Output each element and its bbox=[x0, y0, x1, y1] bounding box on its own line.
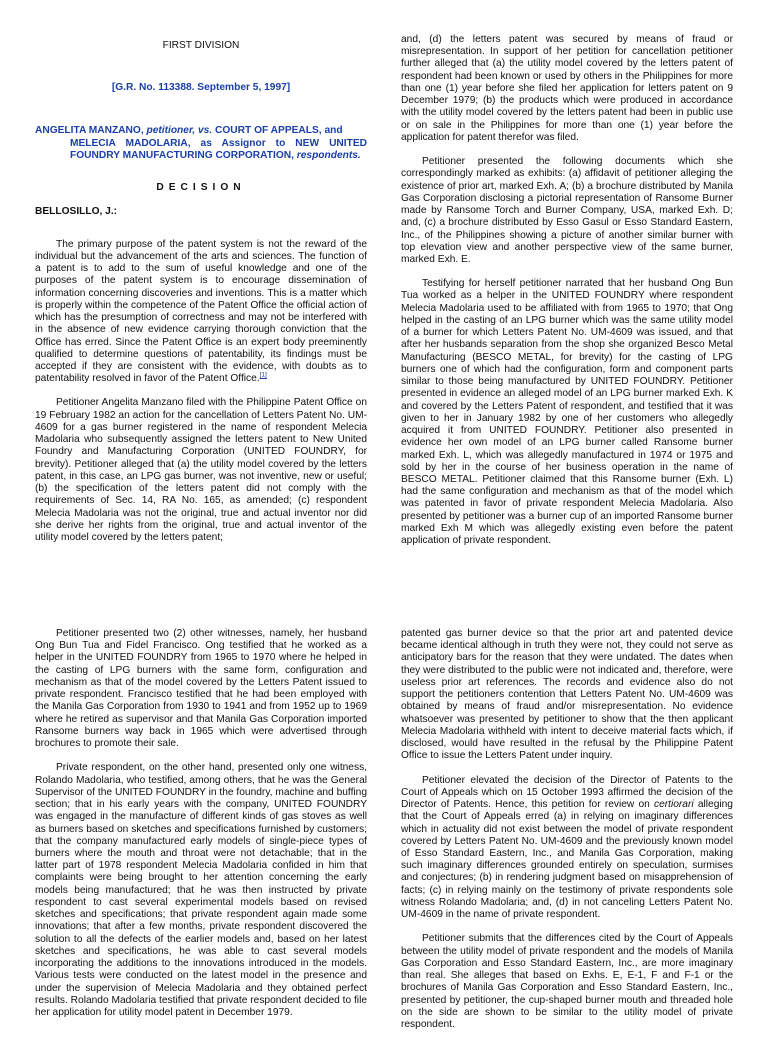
paragraph: Petitioner submits that the differences cited by the Court of Appeals between the utility model of private respondent and the models of Manila Gas Corporation and Esso Standard Eastern, Inc., are more imaginary than real. She alleges that based on Exhs. E, E-1, F and F-1 or the brochures of Manila Gas Corporation and Esso Standard Eastern, Inc., presented by petitioner, the cup-shaped burner mouth and threaded hole on the side are shown to be similar to the utility model of private respondent. bbox=[401, 933, 733, 1031]
decision-heading: DECISION bbox=[156, 182, 246, 194]
paragraph: Testifying for herself petitioner narrated that her husband Ong Bun Tua worked as a helper in the UNITED FOUNDRY where respondent Melecia Madolaria used to be affiliated with from 1965 to 1970; that Ong helped in the casting of an LPG burner which was the same utility model of a burner for which Letters Patent No. UM-4609 was issued, and that after her husbands separation from the shop she organized Besco Metal Manufacturing (BESCO METAL, for brevity) for the casting of LPG burners one of which had the configuration, form and component parts similar to those being manufactured by UNITED FOUNDRY. Petitioner presented in evidence an alleged model of an LPG burner marked Exh. K and covered by the Letters Patent of respondent, and testified that it was given to her in January 1982 by one of her customers who allegedly acquired it from UNITED FOUNDRY. Petitioner also presented in evidence her own model of an LPG burner called Ransome burner marked Exh. L, which was allegedly manufactured in 1974 or 1975 and sold by her in the course of her business operation in the name of BESCO METAL. Petitioner claimed that this Ransome burner (Exh. L) had the same configuration and mechanism as that of the model which was patented in favor of private respondent Melecia Madolaria. Also presented by petitioner was a burner cup of an imported Ransome burner marked Exh M which was allegedly existing even before the patent application of private respondent. bbox=[401, 278, 733, 547]
parties-line-2 bbox=[35, 138, 367, 162]
respondent-role: respondents. bbox=[296, 149, 361, 161]
respondent-court: COURT OF APPEALS, and bbox=[215, 125, 343, 137]
paragraph: patented gas burner device so that the prior art and patented device became identical although in truth they were not, they could not serve as anticipatory bars for the reason that they were undated. The dates when they were distributed to the public were not indicated and, therefore, were useless prior art references. The records and evidence also do not support the petitioners contention that Letters Patent No. UM-4609 was obtained by means of fraud and/or misrepresentation. No evidence whatsoever was presented by petitioner to show that the then applicant Melecia Madolaria withheld with intent to deceive material facts which, if disclosed, would have resulted in the refusal by the Philippine Patent Office to issue the Letters Patent under inquiry. bbox=[401, 628, 733, 762]
document-page-2 bbox=[0, 622, 768, 1031]
case-parties bbox=[35, 125, 367, 162]
footnote-link[interactable]: [1] bbox=[259, 371, 267, 379]
petitioner-name: ANGELITA MANZANO, bbox=[35, 125, 144, 137]
paragraph-text: Petitioner elevated the decision of the Director of Patents to the Court of Appeals which on 15 October 1993 affirmed the decision of the Director of Patents. Hence, this petition for review on bbox=[401, 774, 733, 811]
division-heading: FIRST DIVISION bbox=[162, 40, 240, 51]
case-number: [G.R. No. 113388. September 5, 1997] bbox=[111, 82, 291, 94]
paragraph: and, (d) the letters patent was secured by means of fraud or misrepresentation. In support of her petition for cancellation petitioner further alleged that (a) the utility model covered by the letters patent of respondent had been known or used by others in the Philippines for more than one (1) year before she filed her application for letters patent on 9 December 1979; (b) the products which were produced in accordance with the utility model covered by the letters patent had been in public use or on sale in the Philippines for more than one (1) year before the application for patent therefor was filed. bbox=[401, 34, 733, 143]
paragraph: Petitioner presented two (2) other witnesses, namely, her husband Ong Bun Tua and Fidel Francisco. Ong testified that he worked as a helper in the UNITED FOUNDRY from 1965 to 1970 where he helped in the casting of LPG burners with the same form, configuration and mechanism as that of the model covered by the Letters Patent issued to private respondent. Francisco testified that he had been employed with the Manila Gas Corporation from 1930 to 1941 and from 1952 up to 1969 where he retired as supervisor and that Manila Gas Corporation imported Ransome burners way back in 1965 which were advertised through brochures to promote their sale. bbox=[35, 628, 367, 750]
paragraph: Petitioner presented the following documents which she correspondingly marked as exhibits: (a) affidavit of petitioner alleging the existence of prior art, marked Exh. A; (b) a brochure distributed by Manila Gas Corporation disclosing a pictorial representation of Ransome Burner made by Ransome Torch and Burner Company, USA, marked Exh. D; and, (c) a brochure distributed by Esso Gasul or Esso Standard Eastern, Inc., of the Philippines showing a picture of another similar burner with top elevation view and another perspective view of the same burner, marked Exh. E. bbox=[401, 156, 733, 265]
page2-right-column bbox=[401, 628, 733, 1043]
paragraph: Private respondent, on the other hand, presented only one witness, Rolando Madolaria, who testified, among others, that he was the General Supervisor of the UNITED FOUNDRY in the foundry, machine and buffing section; that in his early years with the company, UNITED FOUNDRY was engaged in the manufacture of different kinds of gas stoves as well as burners based on sketches and specifications furnished by customers; that the company manufactured early models of single-piece types of burners where the mouth and throat were not detachable; that in the latter part of 1978 respondent Melecia Madolaria confided in him that complaints were being brought to her attention concerning the early models being manufactured; that he was then instructed by private respondent to cast several experimental models based on revised sketches and specifications; that private respondent again made some innovations; that after a few months, private respondent discovered the solution to all the defects of the earlier models and, based on her latest sketches and specifications, he was able to cast several models incorporating the additions to the innovations introduced in the models. Various tests were conducted on the latest model in the presence and under the supervision of Melecia Madolaria and they obtained perfect results. Rolando Madolaria testified that private respondent decided to file her application for utility model patent in December 1979. bbox=[35, 762, 367, 1019]
page2-left-column bbox=[35, 628, 367, 1031]
page1-left-column bbox=[35, 40, 367, 556]
paragraph bbox=[401, 775, 733, 922]
parties-line-1 bbox=[35, 125, 367, 137]
respondent-names: MELECIA MADOLARIA, as Assignor to NEW UNITED FOUNDRY MANUFACTURING CORPORATION, bbox=[70, 137, 367, 161]
italic-term: certiorari bbox=[654, 799, 694, 811]
ponente: BELLOSILLO, J.: bbox=[35, 206, 118, 218]
petitioner-role: petitioner, vs. bbox=[146, 125, 213, 137]
paragraph-text: alleging that the Court of Appeals erred (a) in relying on imaginary differences which in actuality did not exist between the model of private respondent covered by Letters Patent No. UM-4609 and the previously known model of Esso Standard Eastern, Inc., and Manila Gas Corporation, making such imaginary differences grounded entirely on speculation, surmises and conjectures; (b) in rendering judgment based on misapprehension of facts; (c) in relying mainly on the testimony of private respondents sole witness Rolando Madolaria; and, (d) in not canceling Letters Patent No. UM-4609 in the name of private respondent. bbox=[401, 799, 733, 921]
paragraph bbox=[35, 239, 367, 386]
paragraph: Petitioner Angelita Manzano filed with the Philippine Patent Office on 19 February 1982 an action for the cancellation of Letters Patent No. UM-4609 for a gas burner registered in the name of respondent Melecia Madolaria who subsequently assigned the letters patent to New United Foundry and Manufacturing Corporation (UNITED FOUNDRY, for brevity). Petitioner alleged that (a) the utility model covered by the letters patent, in this case, an LPG gas burner, was not inventive, new or useful; (b) the specification of the letters patent did not comply with the requirements of Sec. 14, RA No. 165, as amended; (c) respondent Melecia Madolaria was not the original, true and actual inventor nor did she derive her rights from the original, true and actual inventor of the utility model covered by the letters patent; bbox=[35, 397, 367, 544]
paragraph-text: The primary purpose of the patent system is not the reward of the individual but the advancement of the arts and sciences. The function of a patent is to add to the sum of useful knowledge and one of the purposes of the patent system is to encourage dissemination of information concerning discoveries and inventions. This is a matter which is properly within the competence of the Patent Office the official action of which has the presumption of correctness and may not be interfered with in the absence of new evidence carrying thorough conviction that the Office has erred. Since the Patent Office is an expert body preeminently qualified to determine questions of patentability, its findings must be accepted if they are consistent with the evidence, with doubts as to patentability resolved in favor of the Patent Office. bbox=[35, 238, 367, 385]
page1-right-column bbox=[401, 34, 733, 559]
